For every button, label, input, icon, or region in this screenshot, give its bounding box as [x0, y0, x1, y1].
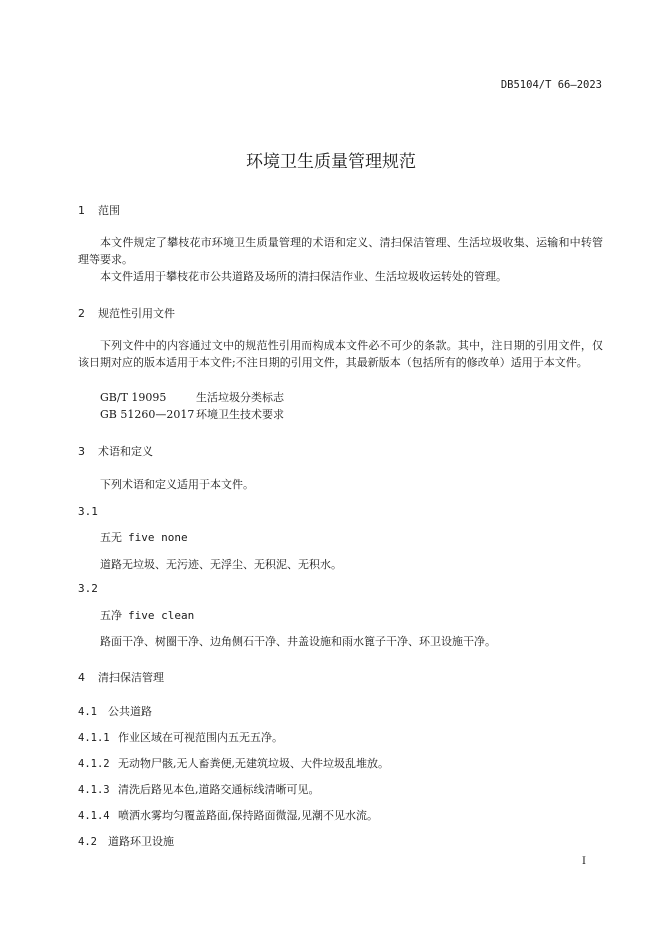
clause-number: 4.1.1	[78, 732, 110, 744]
reference-code: GB 51260—2017	[100, 408, 195, 421]
clause-item	[78, 807, 378, 823]
section-number: 1	[78, 204, 85, 217]
reference-name: 生活垃圾分类标志	[196, 391, 284, 404]
section-number: 3	[78, 445, 85, 458]
term-zh: 五净	[100, 609, 122, 622]
section-title: 规范性引用文件	[98, 307, 175, 320]
term-en: five clean	[128, 609, 195, 622]
subsection-4-1-heading	[78, 703, 152, 719]
clause-number: 4.1.4	[78, 810, 110, 822]
section-number: 2	[78, 307, 85, 320]
section-title: 清扫保洁管理	[98, 671, 164, 684]
term-en: five none	[128, 531, 188, 544]
reference-item	[100, 406, 284, 422]
reference-item	[100, 389, 284, 405]
reference-name: 环境卫生技术要求	[196, 408, 284, 421]
clause-text: 无动物尸骸,无人畜粪便,无建筑垃圾、大件垃圾乱堆放。	[118, 757, 389, 770]
subsection-4-2-heading	[78, 833, 174, 849]
section-1-paragraph-1: 本文件规定了攀枝花市环境卫生质量管理的术语和定义、清扫保洁管理、生活垃圾收集、运输和中转管理等要求。	[78, 236, 603, 266]
clause-number: 4.1.3	[78, 784, 110, 796]
page-number: I	[582, 856, 586, 867]
document-title: 环境卫生质量管理规范	[246, 152, 416, 172]
section-title: 范围	[98, 204, 120, 217]
subsection-number: 4.1	[78, 706, 97, 718]
section-2-heading	[78, 305, 175, 321]
section-1-paragraph-2: 本文件适用于攀枝花市公共道路及场所的清扫保洁作业、生活垃圾收运转处的管理。	[100, 270, 507, 283]
document-code: DB5104/T 66—2023	[500, 79, 602, 91]
clause-text: 清洗后路见本色,道路交通标线清晰可见。	[118, 783, 320, 796]
term-heading	[100, 607, 194, 623]
clause-item	[78, 755, 389, 771]
term-heading	[100, 529, 188, 545]
section-number: 4	[78, 671, 85, 684]
reference-code: GB/T 19095	[100, 391, 167, 404]
section-3-intro: 下列术语和定义适用于本文件。	[100, 478, 254, 491]
term-definition: 路面干净、树圈干净、边角侧石干净、井盖设施和雨水篦子干净、环卫设施干净。	[100, 635, 496, 648]
clause-item	[78, 781, 320, 797]
section-2-paragraph-1: 下列文件中的内容通过文中的规范性引用而构成本文件必不可少的条款。其中，注日期的引用文件，仅该日期对应的版本适用于本文件;不注日期的引用文件，其最新版本（包括所有的修改单）适用于本文件。	[78, 339, 603, 369]
clause-item	[78, 729, 283, 745]
term-number: 3.2	[78, 582, 98, 595]
subsection-title: 公共道路	[108, 705, 152, 718]
clause-text: 喷洒水雾均匀覆盖路面,保持路面微湿,见潮不见水流。	[118, 809, 378, 822]
term-number: 3.1	[78, 505, 98, 518]
subsection-number: 4.2	[78, 836, 97, 848]
term-zh: 五无	[100, 531, 122, 544]
clause-text: 作业区域在可视范围内五无五净。	[118, 731, 283, 744]
subsection-title: 道路环卫设施	[108, 835, 174, 848]
section-title: 术语和定义	[98, 445, 153, 458]
clause-number: 4.1.2	[78, 758, 110, 770]
section-4-heading	[78, 669, 164, 685]
term-definition: 道路无垃圾、无污迹、无浮尘、无积泥、无积水。	[100, 558, 342, 571]
section-1-heading	[78, 202, 120, 218]
section-3-heading	[78, 443, 153, 459]
